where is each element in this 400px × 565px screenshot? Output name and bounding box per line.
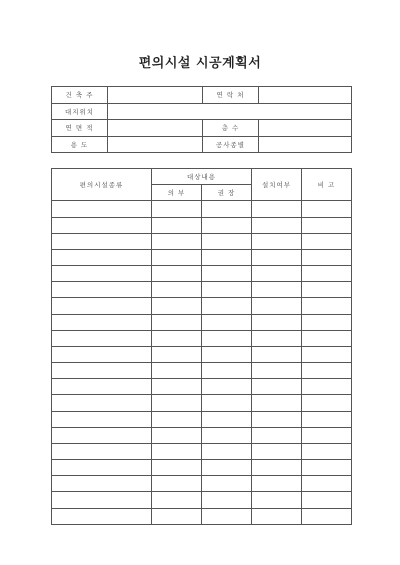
facility-type-cell[interactable]	[52, 443, 152, 459]
facility-type-cell[interactable]	[52, 508, 152, 524]
recommended-cell[interactable]	[202, 411, 252, 427]
table-row	[52, 508, 352, 524]
value-owner[interactable]	[108, 87, 203, 104]
remarks-cell[interactable]	[302, 411, 352, 427]
table-row	[52, 379, 352, 395]
installed-cell[interactable]	[252, 363, 302, 379]
recommended-cell[interactable]	[202, 427, 252, 443]
facility-type-cell[interactable]	[52, 363, 152, 379]
installed-cell[interactable]	[252, 217, 302, 233]
remarks-cell[interactable]	[302, 395, 352, 411]
table-row	[52, 298, 352, 314]
remarks-cell[interactable]	[302, 266, 352, 282]
remarks-cell[interactable]	[302, 298, 352, 314]
table-row	[52, 492, 352, 508]
installed-cell[interactable]	[252, 395, 302, 411]
mandatory-cell[interactable]	[152, 395, 202, 411]
header-facility-type: 편의시설종류	[52, 169, 152, 201]
mandatory-cell[interactable]	[152, 282, 202, 298]
mandatory-cell[interactable]	[152, 249, 202, 265]
info-row	[52, 87, 352, 104]
facility-type-cell[interactable]	[52, 379, 152, 395]
label-owner: 건 축 주	[52, 87, 108, 104]
value-usage[interactable]	[108, 136, 203, 153]
installed-cell[interactable]	[252, 411, 302, 427]
table-row	[52, 363, 352, 379]
table-row	[52, 249, 352, 265]
remarks-cell[interactable]	[302, 346, 352, 362]
value-floor-area[interactable]	[108, 120, 203, 137]
installed-cell[interactable]	[252, 443, 302, 459]
header-target-content: 대상내용	[152, 169, 252, 185]
facility-type-cell[interactable]	[52, 266, 152, 282]
installed-cell[interactable]	[252, 233, 302, 249]
recommended-cell[interactable]	[202, 460, 252, 476]
mandatory-cell[interactable]	[152, 298, 202, 314]
facility-type-cell[interactable]	[52, 249, 152, 265]
facility-type-cell[interactable]	[52, 476, 152, 492]
recommended-cell[interactable]	[202, 217, 252, 233]
facility-type-cell[interactable]	[52, 427, 152, 443]
label-contact: 연 락 처	[203, 87, 259, 104]
remarks-cell[interactable]	[302, 282, 352, 298]
facility-type-cell[interactable]	[52, 298, 152, 314]
remarks-cell[interactable]	[302, 314, 352, 330]
recommended-cell[interactable]	[202, 266, 252, 282]
remarks-cell[interactable]	[302, 217, 352, 233]
recommended-cell[interactable]	[202, 395, 252, 411]
header-mandatory: 의 부	[152, 184, 202, 201]
mandatory-cell[interactable]	[152, 346, 202, 362]
recommended-cell[interactable]	[202, 314, 252, 330]
facility-type-cell[interactable]	[52, 346, 152, 362]
installed-cell[interactable]	[252, 476, 302, 492]
recommended-cell[interactable]	[202, 363, 252, 379]
recommended-cell[interactable]	[202, 476, 252, 492]
remarks-cell[interactable]	[302, 379, 352, 395]
table-row	[52, 233, 352, 249]
table-row	[52, 395, 352, 411]
installed-cell[interactable]	[252, 379, 302, 395]
remarks-cell[interactable]	[302, 249, 352, 265]
mandatory-cell[interactable]	[152, 427, 202, 443]
mandatory-cell[interactable]	[152, 411, 202, 427]
remarks-cell[interactable]	[302, 427, 352, 443]
recommended-cell[interactable]	[202, 282, 252, 298]
label-construction-type: 공사종별	[203, 136, 259, 153]
value-construction-type[interactable]	[259, 136, 352, 153]
mandatory-cell[interactable]	[152, 330, 202, 346]
label-floors: 층 수	[203, 120, 259, 137]
mandatory-cell[interactable]	[152, 233, 202, 249]
remarks-cell[interactable]	[302, 201, 352, 217]
remarks-cell[interactable]	[302, 460, 352, 476]
table-row	[52, 217, 352, 233]
table-row	[52, 460, 352, 476]
mandatory-cell[interactable]	[152, 266, 202, 282]
header-recommended: 권 장	[202, 184, 252, 201]
recommended-cell[interactable]	[202, 201, 252, 217]
installed-cell[interactable]	[252, 460, 302, 476]
recommended-cell[interactable]	[202, 233, 252, 249]
facility-type-cell[interactable]	[52, 233, 152, 249]
recommended-cell[interactable]	[202, 508, 252, 524]
facility-type-cell[interactable]	[52, 314, 152, 330]
info-row	[52, 103, 352, 120]
installed-cell[interactable]	[252, 330, 302, 346]
recommended-cell[interactable]	[202, 379, 252, 395]
header-remarks: 비 고	[302, 169, 352, 201]
installed-cell[interactable]	[252, 282, 302, 298]
mandatory-cell[interactable]	[152, 363, 202, 379]
recommended-cell[interactable]	[202, 443, 252, 459]
recommended-cell[interactable]	[202, 346, 252, 362]
mandatory-cell[interactable]	[152, 443, 202, 459]
facilities-table	[51, 168, 352, 525]
building-info-table	[51, 86, 352, 153]
facility-type-cell[interactable]	[52, 330, 152, 346]
installed-cell[interactable]	[252, 427, 302, 443]
mandatory-cell[interactable]	[152, 460, 202, 476]
facility-type-cell[interactable]	[52, 492, 152, 508]
table-row	[52, 427, 352, 443]
facility-type-cell[interactable]	[52, 460, 152, 476]
mandatory-cell[interactable]	[152, 379, 202, 395]
facility-type-cell[interactable]	[52, 282, 152, 298]
installed-cell[interactable]	[252, 266, 302, 282]
recommended-cell[interactable]	[202, 249, 252, 265]
recommended-cell[interactable]	[202, 298, 252, 314]
mandatory-cell[interactable]	[152, 476, 202, 492]
value-contact[interactable]	[259, 87, 352, 104]
remarks-cell[interactable]	[302, 492, 352, 508]
recommended-cell[interactable]	[202, 492, 252, 508]
remarks-cell[interactable]	[302, 508, 352, 524]
header-installed: 설치여부	[252, 169, 302, 201]
header-row	[52, 169, 352, 185]
remarks-cell[interactable]	[302, 233, 352, 249]
mandatory-cell[interactable]	[152, 492, 202, 508]
installed-cell[interactable]	[252, 492, 302, 508]
label-site-location: 대지위치	[52, 103, 108, 120]
mandatory-cell[interactable]	[152, 217, 202, 233]
table-row	[52, 282, 352, 298]
info-row	[52, 120, 352, 137]
facility-type-cell[interactable]	[52, 411, 152, 427]
table-row	[52, 266, 352, 282]
remarks-cell[interactable]	[302, 476, 352, 492]
installed-cell[interactable]	[252, 314, 302, 330]
installed-cell[interactable]	[252, 201, 302, 217]
facility-type-cell[interactable]	[52, 395, 152, 411]
installed-cell[interactable]	[252, 298, 302, 314]
table-row	[52, 411, 352, 427]
table-row	[52, 346, 352, 362]
mandatory-cell[interactable]	[152, 508, 202, 524]
mandatory-cell[interactable]	[152, 201, 202, 217]
recommended-cell[interactable]	[202, 330, 252, 346]
installed-cell[interactable]	[252, 346, 302, 362]
remarks-cell[interactable]	[302, 330, 352, 346]
table-row	[52, 314, 352, 330]
value-floors[interactable]	[259, 120, 352, 137]
facility-rows	[52, 201, 352, 525]
table-row	[52, 201, 352, 217]
label-usage: 용 도	[52, 136, 108, 153]
installed-cell[interactable]	[252, 508, 302, 524]
installed-cell[interactable]	[252, 249, 302, 265]
table-row	[52, 443, 352, 459]
label-floor-area: 연 면 적	[52, 120, 108, 137]
value-site-location[interactable]	[108, 103, 352, 120]
facility-type-cell[interactable]	[52, 217, 152, 233]
remarks-cell[interactable]	[302, 443, 352, 459]
remarks-cell[interactable]	[302, 363, 352, 379]
facility-type-cell[interactable]	[52, 201, 152, 217]
info-row	[52, 136, 352, 153]
table-row	[52, 330, 352, 346]
page-title: 편의시설 시공계획서	[138, 56, 262, 71]
table-row	[52, 476, 352, 492]
mandatory-cell[interactable]	[152, 314, 202, 330]
